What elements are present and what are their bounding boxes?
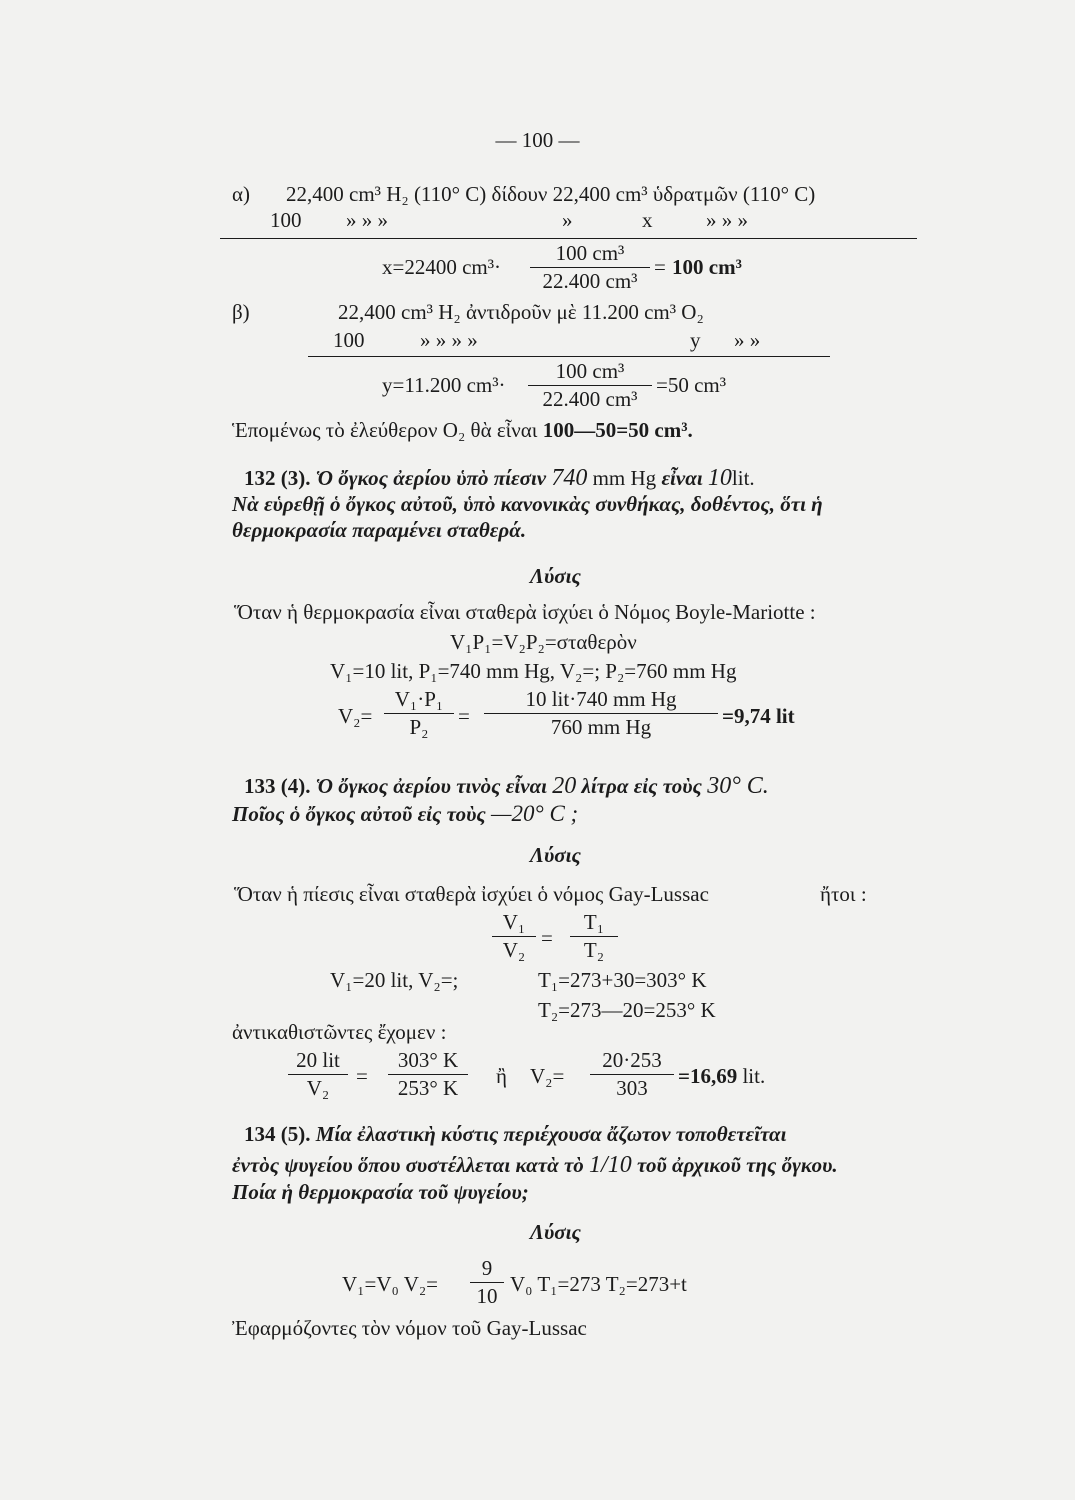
problem-132-line3: θερμοκρασία παραμένει σταθερά. bbox=[232, 518, 527, 542]
problem-133-fe-denominator: 303 bbox=[590, 1074, 674, 1099]
problem-134-solution-heading: Λύσις bbox=[530, 1220, 581, 1244]
problem-133-eq1: = bbox=[541, 926, 553, 950]
part-b-conclusion bbox=[232, 420, 693, 441]
part-b-line2-marks: » » » » bbox=[420, 328, 478, 352]
part-a-line2-marks: » » » bbox=[346, 208, 388, 232]
problem-133-number: 133 (4). bbox=[244, 774, 311, 798]
part-a-calc-denominator: 22.400 cm³ bbox=[530, 267, 650, 292]
problem-134-line1-text: Μία ἐλαστικὴ κύστις περιέχουσα ἄζωτον τοποθετεῖται bbox=[315, 1122, 787, 1146]
problem-132-f1-numerator: V₁·P₁ bbox=[394, 687, 444, 711]
problem-133-fraction-d bbox=[388, 1050, 468, 1099]
part-a-line2-left: 100 bbox=[270, 208, 302, 232]
problem-133-value2: 30° C. bbox=[707, 773, 769, 799]
problem-133-fraction-v bbox=[492, 912, 536, 961]
problem-133-line2 bbox=[232, 802, 578, 825]
problem-132-eq: = bbox=[458, 704, 470, 728]
problem-132-text1: Ὁ ὄγκος ἀερίου ὑπὸ πίεσιν bbox=[315, 466, 547, 490]
problem-133-fb-numerator: T₁ bbox=[583, 910, 605, 934]
part-a-calc-fraction bbox=[530, 243, 650, 292]
problem-133-value1: 20 bbox=[552, 773, 577, 799]
part-a-calc-lhs: x=22400 cm³· bbox=[382, 255, 502, 279]
problem-132-f1-denominator: P₂ bbox=[384, 713, 454, 738]
problem-134-number: 134 (5). bbox=[244, 1122, 311, 1146]
part-b-calc-fraction bbox=[528, 361, 652, 410]
problem-133-fraction-e bbox=[590, 1050, 674, 1099]
problem-133-fraction-c bbox=[288, 1050, 348, 1099]
problem-133-line1 bbox=[244, 774, 769, 798]
part-a-calc-result: 100 cm³ bbox=[672, 255, 742, 279]
problem-132-sol-line3: V₁=10 lit, P₁=740 mm Hg, V₂=; P₂=760 mm Hg bbox=[330, 659, 737, 683]
problem-132-result: =9,74 lit bbox=[722, 704, 795, 728]
part-b-calc-numerator: 100 cm³ bbox=[555, 359, 625, 383]
problem-133-value3: —20° C ; bbox=[491, 801, 579, 826]
part-b-marker: β) bbox=[232, 300, 250, 324]
problem-133-fa-numerator: V₁ bbox=[502, 910, 526, 934]
part-b-calc-lhs: y=11.200 cm³· bbox=[382, 373, 506, 397]
problem-132-number: 132 (3). bbox=[244, 466, 311, 490]
problem-133-result-value: =16,69 bbox=[678, 1064, 738, 1088]
part-b-conclusion-text: Ἑπομένως τὸ ἐλεύθερον O₂ θὰ εἶναι bbox=[232, 418, 538, 442]
part-b-line2-right: » » bbox=[734, 328, 761, 352]
problem-133-fc-denominator: V₂ bbox=[288, 1074, 348, 1099]
part-a-line1: 22,400 cm³ H₂ (110° C) δίδουν 22,400 cm³ ὑδρατμῶν (110° C) bbox=[286, 182, 816, 206]
problem-133-text1: Ὁ ὄγκος ἀερίου τινὸς εἶναι bbox=[315, 774, 548, 798]
problem-133-v2-lhs: V₂= bbox=[530, 1064, 565, 1088]
problem-134-fraction-text: 1/10 bbox=[589, 1152, 632, 1178]
problem-134-line2 bbox=[232, 1153, 838, 1177]
problem-132-sol-line1: Ὅταν ἡ θερμοκρασία εἶναι σταθερὰ ἰσχύει ὁ Νόμος Boyle-Mariotte : bbox=[234, 600, 816, 624]
part-b-rule bbox=[308, 356, 830, 357]
part-b-calc-denominator: 22.400 cm³ bbox=[528, 385, 652, 410]
problem-134-last-line: Ἐφαρμόζοντες τὸν νόμον τοῦ Gay-Lussac bbox=[232, 1316, 587, 1340]
part-a-line2-mid: » bbox=[562, 208, 573, 232]
problem-133-result bbox=[678, 1066, 765, 1087]
problem-132-f2-numerator: 10 lit·740 mm Hg bbox=[525, 687, 677, 711]
problem-133-fb-denominator: T₂ bbox=[570, 936, 618, 961]
problem-133-given-t2: T₂=273—20=253° K bbox=[538, 998, 716, 1022]
problem-133-sol-line1: Ὅταν ἡ πίεσις εἶναι σταθερὰ ἰσχύει ὁ νόμος Gay-Lussac bbox=[234, 882, 709, 906]
problem-134-line2a: ἐντὸς ψυγείου ὅπου συστέλλεται κατὰ τὸ bbox=[232, 1153, 584, 1177]
problem-132-sol-line2: V₁P₁=V₂P₂=σταθερὸν bbox=[450, 630, 637, 654]
problem-133-eq2: = bbox=[356, 1064, 368, 1088]
problem-133-solution-heading: Λύσις bbox=[530, 843, 581, 867]
problem-132-line2: Νὰ εὑρεθῇ ὁ ὄγκος αὐτοῦ, ὑπὸ κανονικὰς συνθήκας, δοθέντος, ὅτι ἡ bbox=[232, 492, 823, 516]
part-b-calc-result: =50 cm³ bbox=[656, 373, 727, 397]
problem-133-fe-numerator: 20·253 bbox=[602, 1048, 662, 1072]
problem-134-line3: Ποία ἡ θερμοκρασία τοῦ ψυγείου; bbox=[232, 1180, 529, 1204]
problem-133-substituting: ἀντικαθιστῶντες ἔχομεν : bbox=[232, 1020, 447, 1044]
problem-132-solution-heading: Λύσις bbox=[530, 564, 581, 588]
problem-133-or: ἢ bbox=[496, 1064, 507, 1088]
part-a-calc-numerator: 100 cm³ bbox=[555, 241, 625, 265]
problem-133-result-unit: lit. bbox=[742, 1064, 766, 1088]
problem-132-line1 bbox=[244, 466, 755, 490]
problem-132-value2: 10 bbox=[707, 465, 732, 491]
part-a-line2-right: » » » bbox=[706, 208, 748, 232]
problem-133-line2-text: Ποῖος ὁ ὄγκος αὐτοῦ εἰς τοὺς bbox=[232, 802, 486, 826]
part-a-line2-var: x bbox=[642, 208, 653, 232]
part-b-conclusion-result: 100—50=50 cm³. bbox=[542, 418, 693, 442]
problem-133-fa-denominator: V₂ bbox=[492, 936, 536, 961]
problem-132-f2-denominator: 760 mm Hg bbox=[484, 713, 718, 738]
problem-134-frac-numerator: 9 bbox=[481, 1256, 493, 1280]
problem-132-value1: 740 bbox=[551, 465, 588, 491]
part-a-marker: α) bbox=[232, 182, 250, 206]
part-b-line2-var: y bbox=[690, 328, 701, 352]
part-b-line2-left: 100 bbox=[333, 328, 365, 352]
problem-133-given1: V₁=20 lit, V₂=; bbox=[330, 968, 459, 992]
problem-133-text2: λίτρα εἰς τοὺς bbox=[581, 774, 702, 798]
problem-133-fc-numerator: 20 lit bbox=[296, 1048, 340, 1072]
page-number: — 100 — bbox=[495, 128, 580, 152]
problem-132-fraction1 bbox=[384, 689, 454, 738]
problem-134-frac-denominator: 10 bbox=[470, 1282, 504, 1307]
problem-134-fraction bbox=[470, 1258, 504, 1307]
problem-132-text3: εἶναι bbox=[661, 466, 703, 490]
problem-133-fd-denominator: 253° K bbox=[388, 1074, 468, 1099]
problem-132-v2-lhs: V₂= bbox=[338, 704, 373, 728]
part-b-line1: 22,400 cm³ H₂ ἀντιδροῦν μὲ 11.200 cm³ O₂ bbox=[338, 300, 704, 324]
part-a-rule bbox=[220, 238, 917, 239]
problem-134-line2b: τοῦ ἀρχικοῦ της ὄγκου. bbox=[636, 1153, 838, 1177]
problem-134-given-b: V₀ T₁=273 T₂=273+t bbox=[510, 1272, 687, 1296]
problem-134-line1 bbox=[244, 1124, 786, 1145]
part-a-calc-eq: = bbox=[654, 255, 666, 279]
problem-132-text2: mm Hg bbox=[592, 466, 657, 490]
problem-133-fraction-t bbox=[570, 912, 618, 961]
problem-133-given-t1: T₁=273+30=303° K bbox=[538, 968, 707, 992]
problem-133-sol-line1-end: ἤτοι : bbox=[820, 882, 867, 906]
problem-132-fraction2 bbox=[484, 689, 718, 738]
problem-134-given-a: V₁=V₀ V₂= bbox=[342, 1272, 439, 1296]
problem-132-text4: lit. bbox=[731, 466, 755, 490]
problem-133-fd-numerator: 303° K bbox=[397, 1048, 459, 1072]
